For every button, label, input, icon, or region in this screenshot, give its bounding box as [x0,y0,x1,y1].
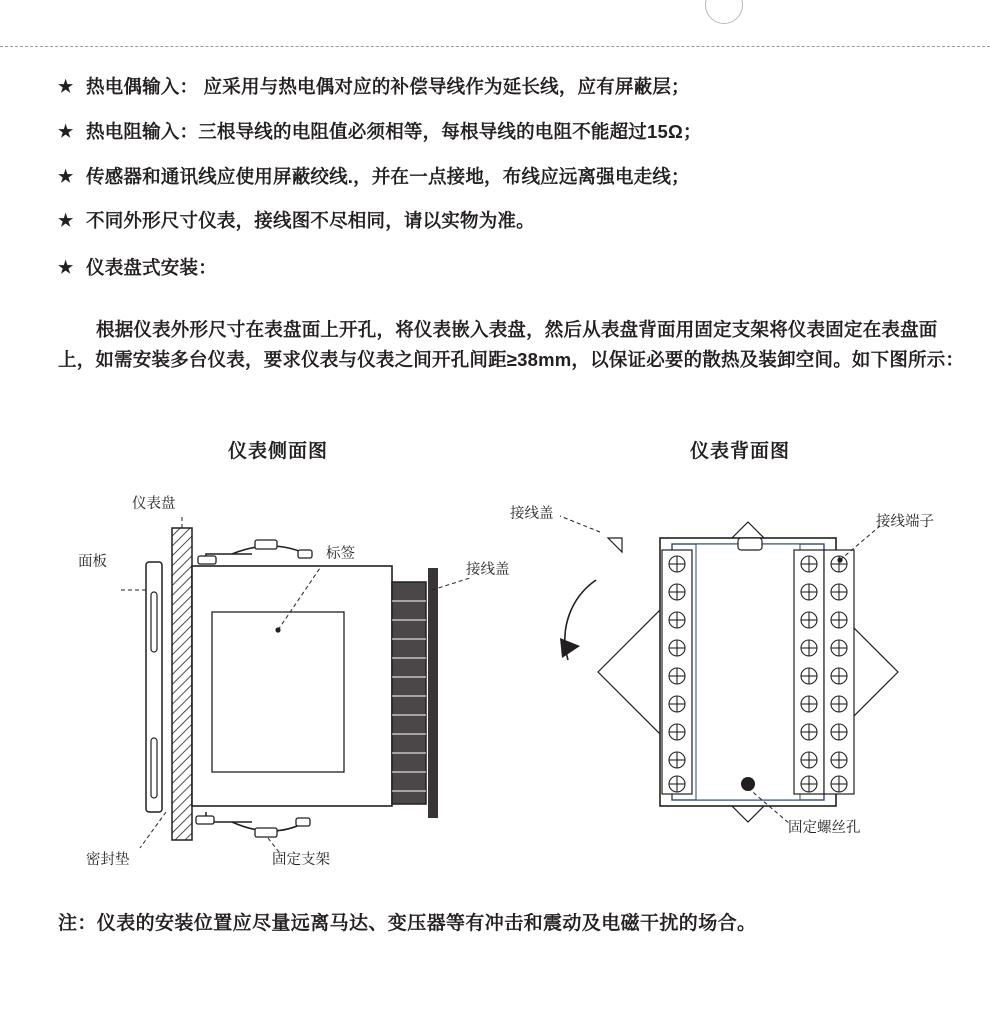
star-icon: ★ [58,121,74,141]
label-wiring-cover: 接线盖 [510,506,554,522]
side-view-drawing [120,514,470,856]
list-item [58,119,968,146]
footer-note: 注：仪表的安装位置应尽量远离马达、变压器等有冲击和震动及电磁干扰的场合。 [58,913,757,934]
label-front-panel: 面板 [78,554,107,570]
figure-title-side-view: 仪表侧面图 [228,441,329,462]
star-icon: ★ [58,258,74,278]
bullet-list [58,74,968,300]
list-item [58,208,968,235]
list-item-label: 热电阻输入：三根导线的电阻值必须相等，每根导线的电阻不能超过15Ω； [86,120,702,142]
list-item [58,164,968,191]
back-view-drawing [560,516,898,824]
list-item [58,255,968,282]
star-icon: ★ [58,77,74,96]
list-item [58,74,968,101]
label-fixing-bracket: 固定支架 [272,852,330,868]
list-item-label: 传感器和通讯线应使用屏蔽绞线.，并在一点接地，布线应远离强电走线； [86,165,690,187]
label-tag: 标签 [326,546,355,562]
star-icon: ★ [58,211,74,231]
page-top-circle-decoration [705,0,743,24]
figure-area [0,470,990,900]
label-screw-hole: 固定螺丝孔 [788,820,861,836]
star-icon: ★ [58,166,74,186]
label-gasket: 密封垫 [86,852,130,868]
label-terminal-block: 接线端子 [876,514,934,530]
label-terminal-cover: 接线盖 [466,562,510,578]
horizontal-dashed-divider [0,46,990,47]
installation-paragraph: 根据仪表外形尺寸在表盘面上开孔，将仪表嵌入表盘，然后从表盘背面用固定支架将仪表固定在表盘面上，如需安装多台仪表，要求仪表与仪表之间开孔间距≥38mm，以保证必要的散热及装卸空间。如下图所示： [58,319,965,370]
figure-title-back-view: 仪表背面图 [690,441,791,462]
list-item-label: 仪表盘式安装： [86,257,217,279]
list-item-label: 不同外形尺寸仪表，接线图不尽相同，请以实物为准。 [86,210,535,232]
list-item-label: 热电偶输入： 应采用与热电偶对应的补偿导线作为延长线，应有屏蔽层； [86,76,690,97]
label-panel-board: 仪表盘 [132,496,176,512]
